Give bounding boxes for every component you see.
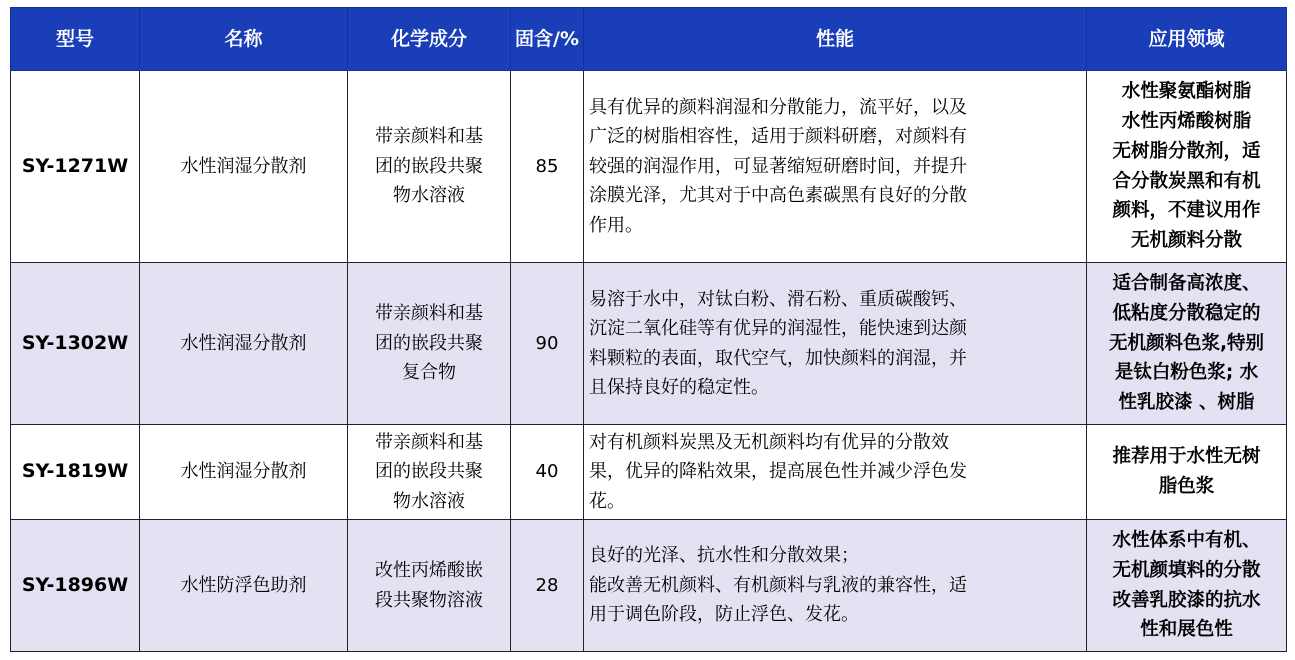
performance-line: 花。 (589, 490, 625, 512)
performance-cell (584, 520, 1087, 652)
application-line: 无树脂分散剂，适 (1112, 140, 1261, 162)
composition-line: 物水溶液 (393, 490, 465, 512)
performance-line: 沉淀二氧化硅等有优异的润湿性，能快速到达颜 (589, 318, 967, 339)
performance-line: 良好的光泽、抗水性和分散效果； (589, 545, 859, 567)
name-cell: 水性润湿分散剂 (140, 71, 348, 263)
composition-cell (348, 263, 511, 425)
model-cell: SY-1819W (11, 425, 140, 520)
composition-cell (348, 71, 511, 263)
model-cell: SY-1896W (11, 520, 140, 652)
header-model: 型号 (11, 8, 140, 71)
performance-line: 广泛的树脂相容性，适用于颜料研磨，对颜料有 (589, 126, 967, 148)
name-cell: 水性润湿分散剂 (140, 425, 348, 520)
performance-line: 作用。 (589, 214, 643, 236)
product-table (10, 7, 1287, 652)
application-line: 水性聚氨酯树脂 (1121, 81, 1252, 103)
performance-cell (584, 425, 1087, 520)
composition-line: 团的嵌段共聚 (375, 155, 483, 177)
application-line: 改善乳胶漆的抗水 (1112, 589, 1261, 611)
application-line: 颜料，不建议用作 (1112, 200, 1261, 222)
header-solid-line2: /% (553, 27, 579, 50)
application-line: 水性丙烯酸树脂 (1121, 110, 1252, 132)
performance-line: 能改善无机颜料、有机颜料与乳液的兼容性，适 (589, 574, 967, 596)
composition-line: 带亲颜料和基 (375, 431, 483, 453)
performance-line: 对有机颜料炭黑及无机颜料均有优异的分散效 (589, 431, 949, 453)
composition-line: 改性丙烯酸嵌 (375, 560, 483, 581)
application-line: 无机颜料分散 (1130, 230, 1242, 252)
header-row (11, 8, 1287, 71)
application-line: 性和展色性 (1140, 619, 1233, 641)
application-line: 脂色浆 (1158, 476, 1215, 497)
performance-cell (584, 71, 1087, 263)
header-solid-line1: 固含 (515, 27, 554, 50)
performance-line: 具有优异的颜料润湿和分散能力，流平好，以及 (589, 96, 967, 118)
performance-line: 料颗粒的表面，取代空气，加快颜料的润湿，并 (589, 347, 967, 369)
composition-line: 带亲颜料和基 (375, 126, 483, 148)
solid-content-cell: 85 (511, 71, 584, 263)
performance-cell (584, 263, 1087, 425)
header-name: 名称 (140, 8, 348, 71)
solid-content-cell: 28 (511, 520, 584, 652)
performance-line: 涂膜光泽，尤其对于中高色素碳黑有良好的分散 (589, 185, 967, 207)
composition-line: 带亲颜料和基 (375, 303, 483, 325)
application-cell (1087, 520, 1287, 652)
application-line: 是钛白粉色浆; 水 (1114, 362, 1259, 384)
name-cell: 水性润湿分散剂 (140, 263, 348, 425)
solid-content-cell: 90 (511, 263, 584, 425)
application-line: 适合制备高浓度、 (1112, 273, 1261, 294)
table-row (11, 71, 1287, 263)
application-cell (1087, 425, 1287, 520)
header-solid-content (511, 8, 584, 71)
table-row (11, 520, 1287, 652)
table-row (11, 425, 1287, 520)
application-line: 性乳胶漆 、树脂 (1118, 392, 1255, 414)
composition-line: 段共聚物溶液 (375, 589, 483, 611)
performance-line: 果，优异的降粘效果，提高展色性并减少浮色发 (589, 461, 967, 483)
solid-content-cell: 40 (511, 425, 584, 520)
composition-line: 团的嵌段共聚 (375, 461, 483, 483)
header-application: 应用领域 (1087, 8, 1287, 71)
composition-line: 物水溶液 (393, 185, 465, 207)
model-cell: SY-1271W (11, 71, 140, 263)
application-cell (1087, 263, 1287, 425)
application-line: 合分散炭黑和有机 (1112, 170, 1261, 192)
composition-cell (348, 520, 511, 652)
application-line: 无机颜填料的分散 (1112, 559, 1261, 581)
application-line: 水性体系中有机、 (1112, 529, 1261, 551)
performance-line: 用于调色阶段，防止浮色、发花。 (589, 604, 859, 626)
application-line: 无机颜料色浆,特别 (1108, 332, 1265, 354)
application-cell (1087, 71, 1287, 263)
header-performance: 性能 (584, 8, 1087, 71)
composition-cell (348, 425, 511, 520)
name-cell: 水性防浮色助剂 (140, 520, 348, 652)
model-cell: SY-1302W (11, 263, 140, 425)
header-composition: 化学成分 (348, 8, 511, 71)
performance-line: 较强的润湿作用，可显著缩短研磨时间，并提升 (589, 155, 967, 177)
performance-line: 易溶于水中，对钛白粉、滑石粉、重质碳酸钙、 (589, 288, 967, 310)
application-line: 低粘度分散稳定的 (1112, 302, 1261, 324)
composition-line: 复合物 (402, 362, 456, 384)
table-row (11, 263, 1287, 425)
performance-line: 且保持良好的稳定性。 (589, 377, 769, 398)
composition-line: 团的嵌段共聚 (375, 332, 483, 354)
application-line: 推荐用于水性无树 (1112, 446, 1261, 468)
